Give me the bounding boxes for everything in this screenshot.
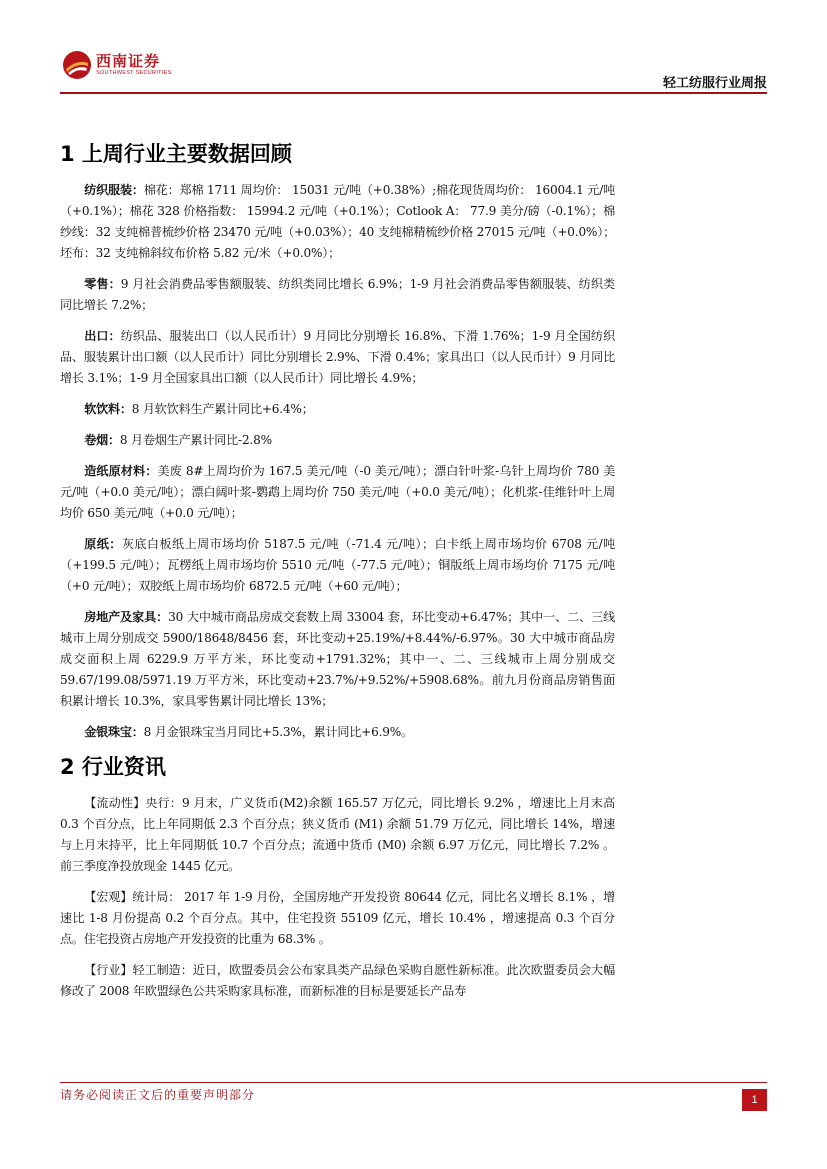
paragraph-label: 造纸原材料： xyxy=(84,464,158,478)
paragraph-text: 灰底白板纸上周市场均价 5187.5 元/吨（-71.4 元/吨）；白卡纸上周市场均价 6708 元/吨（+199.5 元/吨）；瓦楞纸上周市场均价 5510 元/吨（-77.5 元/吨）；铜版纸上周市场均价 7175 元/吨（+0 元/吨）；双胶纸上周市场均价 6872.5 元/吨（+60 元/吨）； xyxy=(60,537,616,593)
paragraph-real-estate xyxy=(60,607,615,712)
header-divider xyxy=(60,92,767,94)
paragraph-label: 出口： xyxy=(84,329,121,343)
logo-emblem-icon xyxy=(62,50,92,80)
section-1-heading: 1 上周行业主要数据回顾 xyxy=(60,142,292,166)
report-title: 轻工纺服行业周报 xyxy=(662,76,767,91)
paragraph-jewelry xyxy=(60,722,615,743)
paragraph-label: 卷烟： xyxy=(84,433,120,447)
paragraph-retail xyxy=(60,274,615,316)
section-2-heading: 2 行业资讯 xyxy=(60,755,166,779)
paragraph-base-paper xyxy=(60,534,615,597)
paragraph-text: 美废 8#上周均价为 167.5 美元/吨（-0 美元/吨）；漂白针叶浆-乌针上周均价 780 美元/吨（+0.0 美元/吨）；漂白阔叶浆-鹦鹉上周均价 750 美元/吨（+0.0 美元/吨）；化机浆-佳维针叶上周均价 650 美元/吨（+0.0 元/吨）； xyxy=(60,464,615,520)
paragraph-label: 零售： xyxy=(84,277,121,291)
paragraph-text: 8 月软饮料生产累计同比+6.4%； xyxy=(131,402,314,416)
paragraph-text: 棉花：郑棉 1711 周均价： 15031 元/吨（+0.38%）;棉花现货周均价： 16004.1 元/吨（+0.1%）；棉花 328 价格指数： 15994.2 元/吨（+0.1%）；Cotlook A： 77.9 美分/磅（-0.1%）；棉纱线：32 支纯棉普梳纱价格 23470 元/吨（+0.03%）；40 支纯棉精梳纱价格 27015 元/吨（+0.0%）；坯布：32 支纯棉斜纹布价格 5.82 元/米（+0.0%）； xyxy=(60,183,615,260)
main-content xyxy=(60,140,615,1012)
page-number: 1 xyxy=(742,1089,767,1111)
paragraph-text: 30 大中城市商品房成交套数上周 33004 套，环比变动+6.47%；其中一、二、三线城市上周分别成交 5900/18648/8456 套，环比变动+25.19%/+8.44%/-6.97%。30 大中城市商品房成交面积上周 6229.9 万平方米，环比变动+1791.32%；其中一、二、三线城市上周分别成交 59.67/199.08/5971.19 万平方米，环比变动+23.7%/+9.52%/+5908.68%。前九月份商品房销售面积累计增长 10.3%，家具零售累计同比增长 13%； xyxy=(60,610,615,708)
paragraph-macro: 【宏观】统计局： 2017 年 1-9 月份，全国房地产开发投资 80644 亿元，同比名义增长 8.1% ，增速比 1-8 月份提高 0.2 个百分点。其中，住宅投资 55109 亿元，增长 10.4% ，增速提高 0.3 个百分点。住宅投资占房地产开发投资的比重为 68.3% 。 xyxy=(60,890,615,946)
paragraph-export xyxy=(60,326,615,389)
paragraph-paper-materials xyxy=(60,461,615,524)
paragraph-text: 8 月卷烟生产累计同比-2.8% xyxy=(119,433,272,447)
paragraph-label: 纺织服装： xyxy=(84,183,144,197)
paragraph-cigarettes xyxy=(60,430,615,451)
footer-disclaimer: 请务必阅读正文后的重要声明部分 xyxy=(60,1088,256,1102)
paragraph-liquidity: 【流动性】央行：9 月末，广义货币(M2)余额 165.57 万亿元，同比增长 9.2% ，增速比上月末高 0.3 个百分点，比上年同期低 2.3 个百分点；狭义货币 (M1) 余额 51.79 万亿元，同比增长 14%，增速与上月末持平，比上年同期低 10.7 个百分点；流通中货币 (M0) 余额 6.97 万亿元，同比增长 7.2% 。前三季度净投放现金 1445 亿元。 xyxy=(60,796,615,873)
paragraph-text: 9 月社会消费品零售额服装、纺织类同比增长 6.9%；1-9 月社会消费品零售额服装、纺织类同比增长 7.2%； xyxy=(60,277,615,312)
paragraph-label: 软饮料： xyxy=(84,402,132,416)
paragraph-industry: 【行业】轻工制造：近日，欧盟委员会公布家具类产品绿色采购自愿性新标准。此次欧盟委员会大幅修改了 2008 年欧盟绿色公共采购家具标准，而新标准的目标是要延长产品寿 xyxy=(60,963,615,998)
paragraph-label: 房地产及家具： xyxy=(84,610,169,624)
logo-chinese-name: 西南证券 xyxy=(96,52,161,70)
paragraph-textiles xyxy=(60,180,615,264)
paragraph-label: 原纸： xyxy=(84,537,122,551)
paragraph-soft-drinks xyxy=(60,399,615,420)
company-logo xyxy=(62,50,172,80)
paragraph-text: 8 月金银珠宝当月同比+5.3%，累计同比+6.9%。 xyxy=(143,725,413,739)
logo-english-name: SOUTHWEST SECURITIES xyxy=(96,70,172,76)
paragraph-text: 纺织品、服装出口（以人民币计）9 月同比分别增长 16.8%、下滑 1.76%；1-9 月全国纺织品、服装累计出口额（以人民币计）同比分别增长 2.9%、下滑 0.4%；家具出口（以人民币计）9 月同比增长 3.1%；1-9 月全国家具出口额（以人民币计）同比增长 4.9%； xyxy=(60,329,615,385)
paragraph-label: 金银珠宝： xyxy=(84,725,144,739)
footer-divider xyxy=(60,1082,767,1083)
